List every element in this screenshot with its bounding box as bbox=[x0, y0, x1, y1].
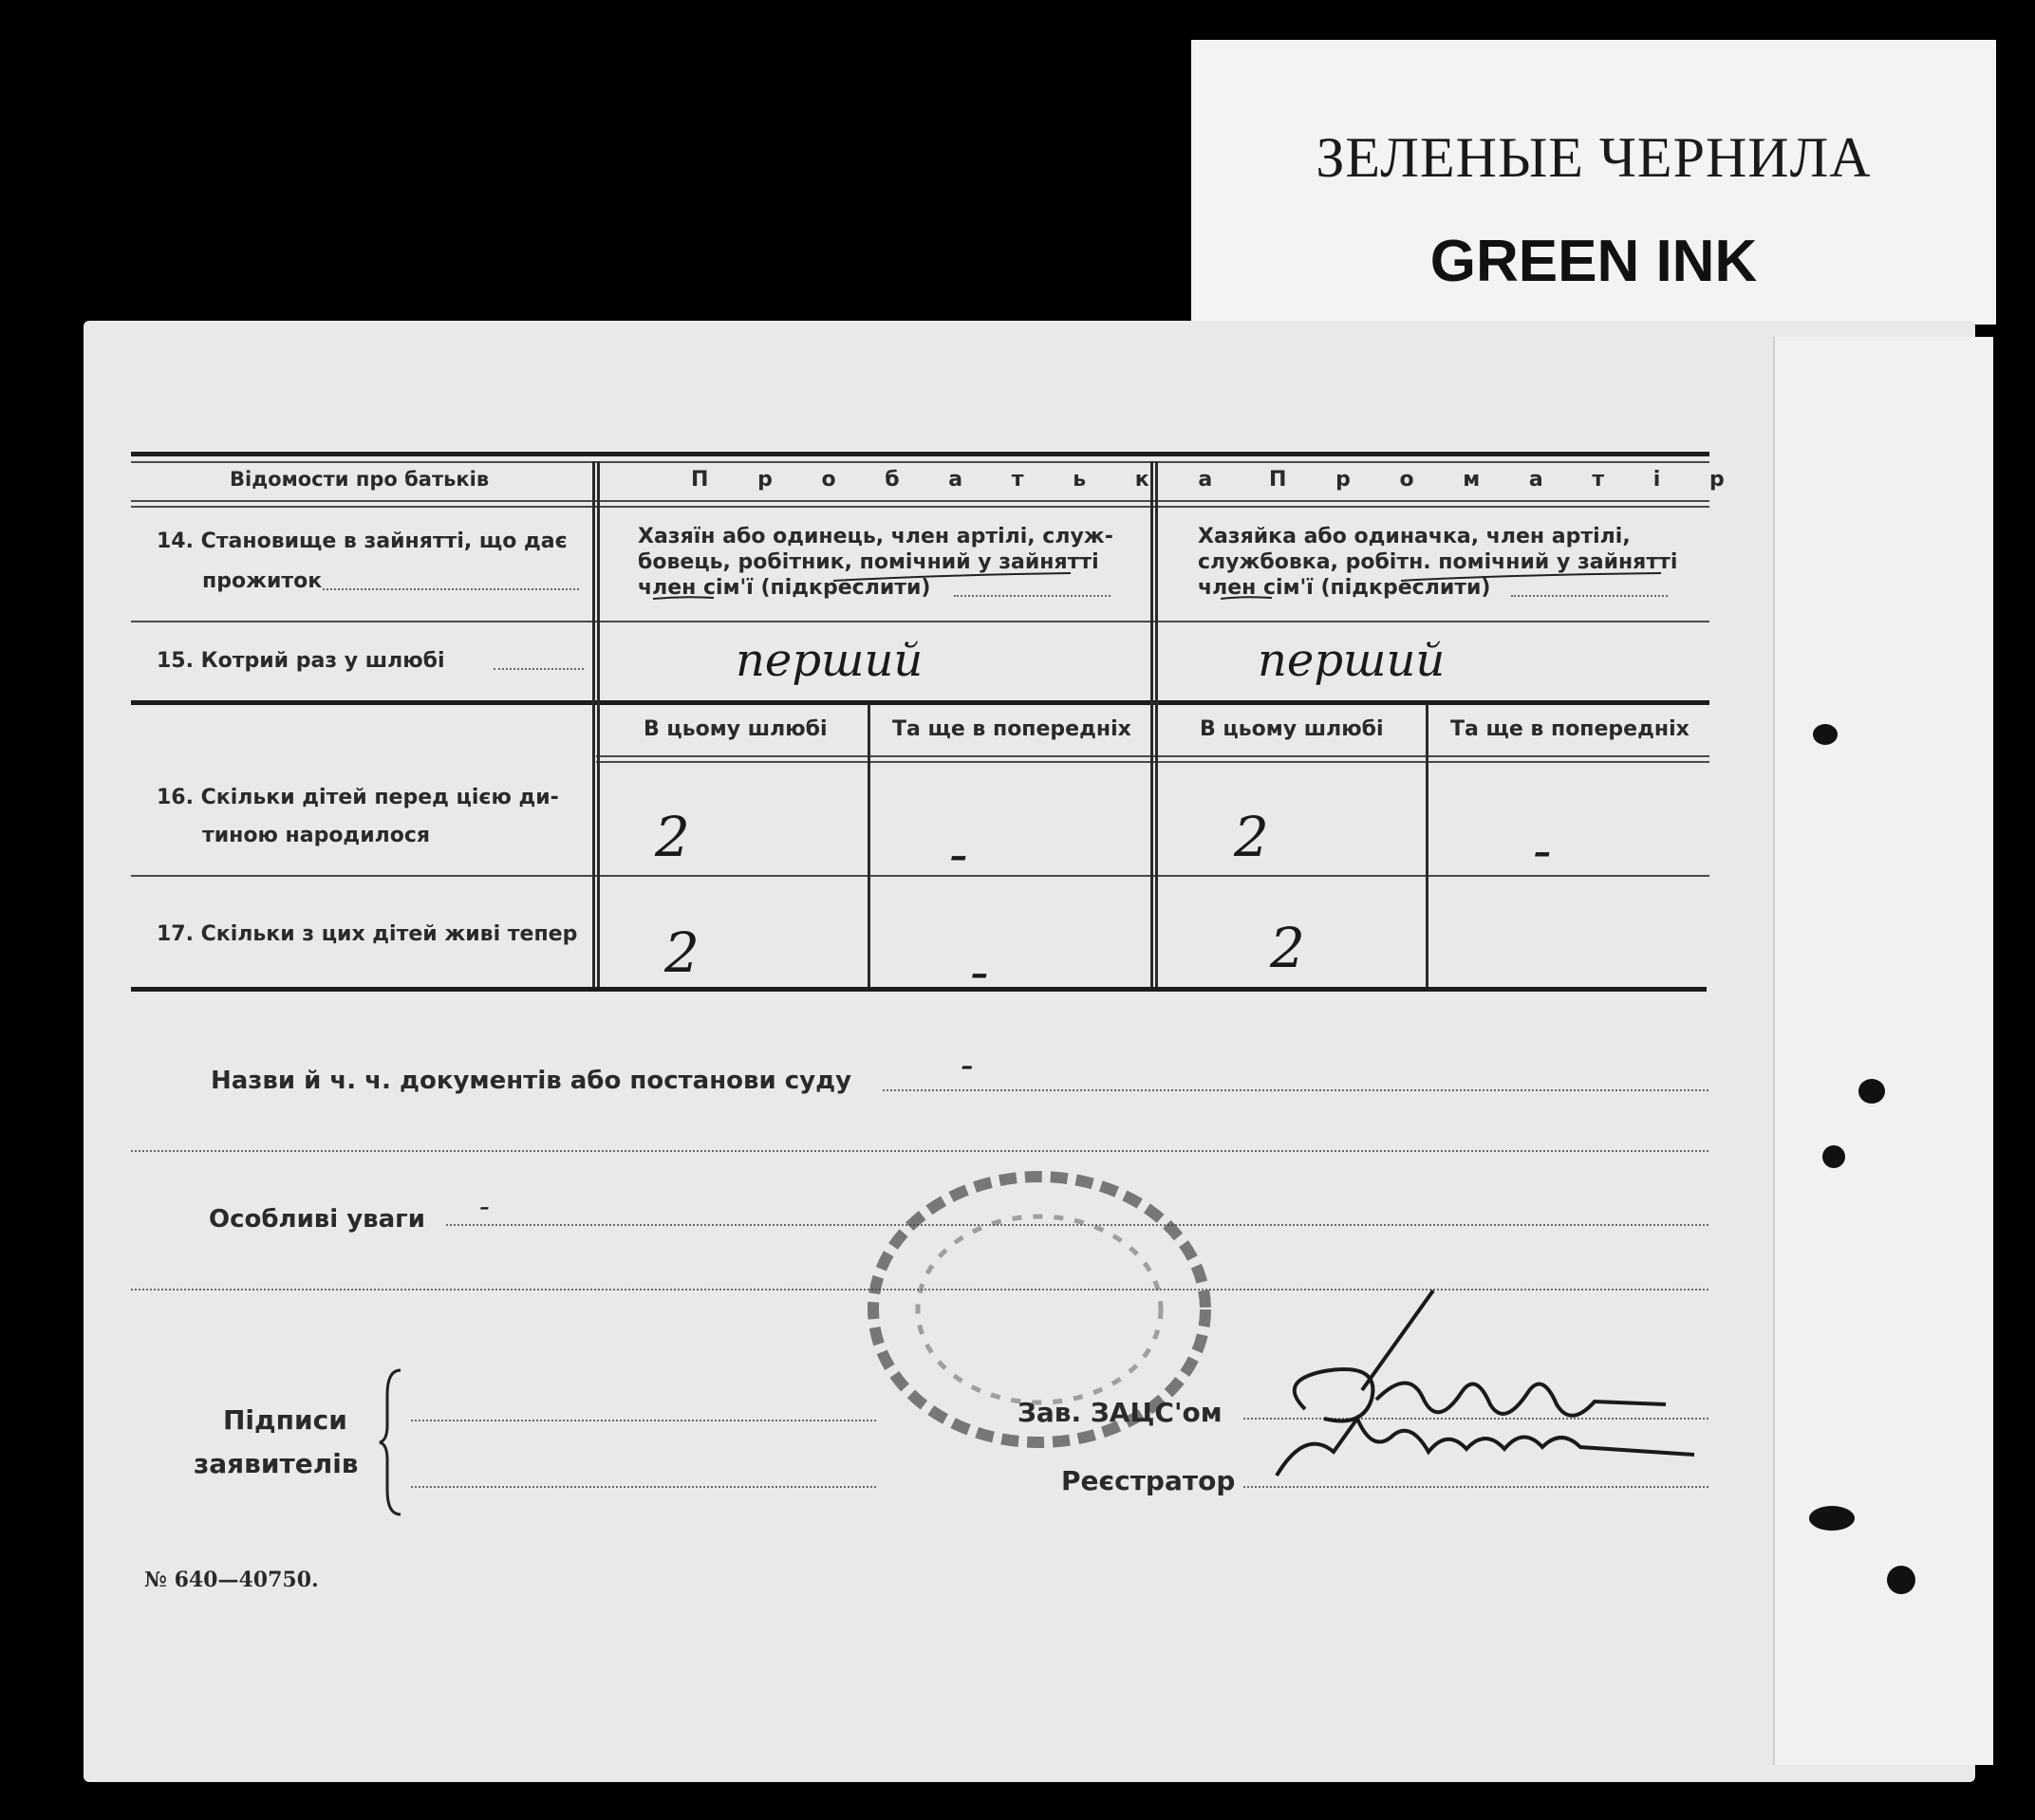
subheader-this-marriage-father: В цьому шлюбі bbox=[644, 717, 828, 741]
notes-label: Особливі уваги bbox=[209, 1205, 425, 1234]
header-parents-info: Відомости про батьків bbox=[230, 468, 490, 491]
page-edge-strip bbox=[1773, 337, 1993, 1765]
row16-father-this: 2 bbox=[655, 805, 690, 869]
row14-mother-line1: Хазяйка або одиначка, член артілі, bbox=[1198, 525, 1631, 548]
applicants-signatures-label: Підписи bbox=[223, 1404, 347, 1436]
brace-icon bbox=[378, 1366, 416, 1518]
row14-mother-line3: член сім'ї (підкреслити) bbox=[1198, 576, 1491, 600]
row14-mother-line2: службовка, робітн. помічний у зайнятті bbox=[1198, 550, 1678, 574]
row17-mother-this: 2 bbox=[1270, 916, 1305, 980]
header-about-father: П р о б а т ь к а bbox=[691, 468, 1234, 492]
punch-hole bbox=[1809, 1506, 1855, 1531]
row16-mother-previous: - bbox=[1533, 818, 1552, 882]
row15-label: 15. Котрий раз у шлюбі bbox=[157, 649, 445, 673]
row16-mother-this: 2 bbox=[1234, 805, 1269, 869]
form-number: № 640—40750. bbox=[144, 1568, 319, 1592]
row17-father-previous: - bbox=[970, 939, 989, 1004]
label-english: GREEN INK bbox=[1429, 229, 1758, 294]
row16-label-cont: тиною народилося bbox=[202, 824, 431, 847]
row14-father-line1: Хазяїн або одинець, член артілі, служ- bbox=[638, 525, 1113, 548]
registrar-label: Реєстратор bbox=[1061, 1465, 1236, 1496]
row14-father-line3: член сім'ї (підкреслити) bbox=[638, 576, 931, 600]
row15-mother-value: перший bbox=[1258, 634, 1446, 687]
punch-hole bbox=[1822, 1145, 1845, 1168]
subheader-previous-father: Та ще в попередніх bbox=[892, 717, 1131, 741]
subheader-previous-mother: Та ще в попередніх bbox=[1450, 717, 1690, 741]
documents-label: Назви й ч. ч. документів або постанови суду bbox=[211, 1067, 852, 1095]
row17-label: 17. Скільки з цих дітей живі тепер bbox=[157, 922, 578, 946]
row15-father-value: перший bbox=[736, 634, 924, 687]
punch-hole bbox=[1858, 1079, 1885, 1104]
row14-label-cont: прожиток bbox=[202, 569, 323, 593]
archive-label-card bbox=[1191, 40, 1996, 325]
punch-hole bbox=[1813, 724, 1838, 745]
signature-icon bbox=[1267, 1286, 1704, 1504]
row14-label: 14. Становище в зайнятті, що дає bbox=[157, 529, 568, 553]
registry-head-label: Зав. ЗАЦС'ом bbox=[1018, 1397, 1223, 1428]
row17-father-this: 2 bbox=[664, 920, 700, 985]
applicants-signatures-label-cont: заявителів bbox=[194, 1448, 359, 1479]
header-about-mother: П р о м а т і р bbox=[1269, 468, 1746, 492]
documents-value: - bbox=[961, 1044, 974, 1087]
row16-label: 16. Скільки дітей перед цією ди- bbox=[157, 786, 559, 809]
row14-father-line2: бовець, робітник, помічний у зайнятті bbox=[638, 550, 1099, 574]
punch-hole bbox=[1887, 1566, 1915, 1594]
label-russian: ЗЕЛЕНЫЕ ЧЕРНИЛА bbox=[1316, 126, 1872, 189]
notes-value: - bbox=[479, 1188, 490, 1224]
subheader-this-marriage-mother: В цьому шлюбі bbox=[1200, 717, 1384, 741]
row16-father-previous: - bbox=[949, 822, 968, 886]
